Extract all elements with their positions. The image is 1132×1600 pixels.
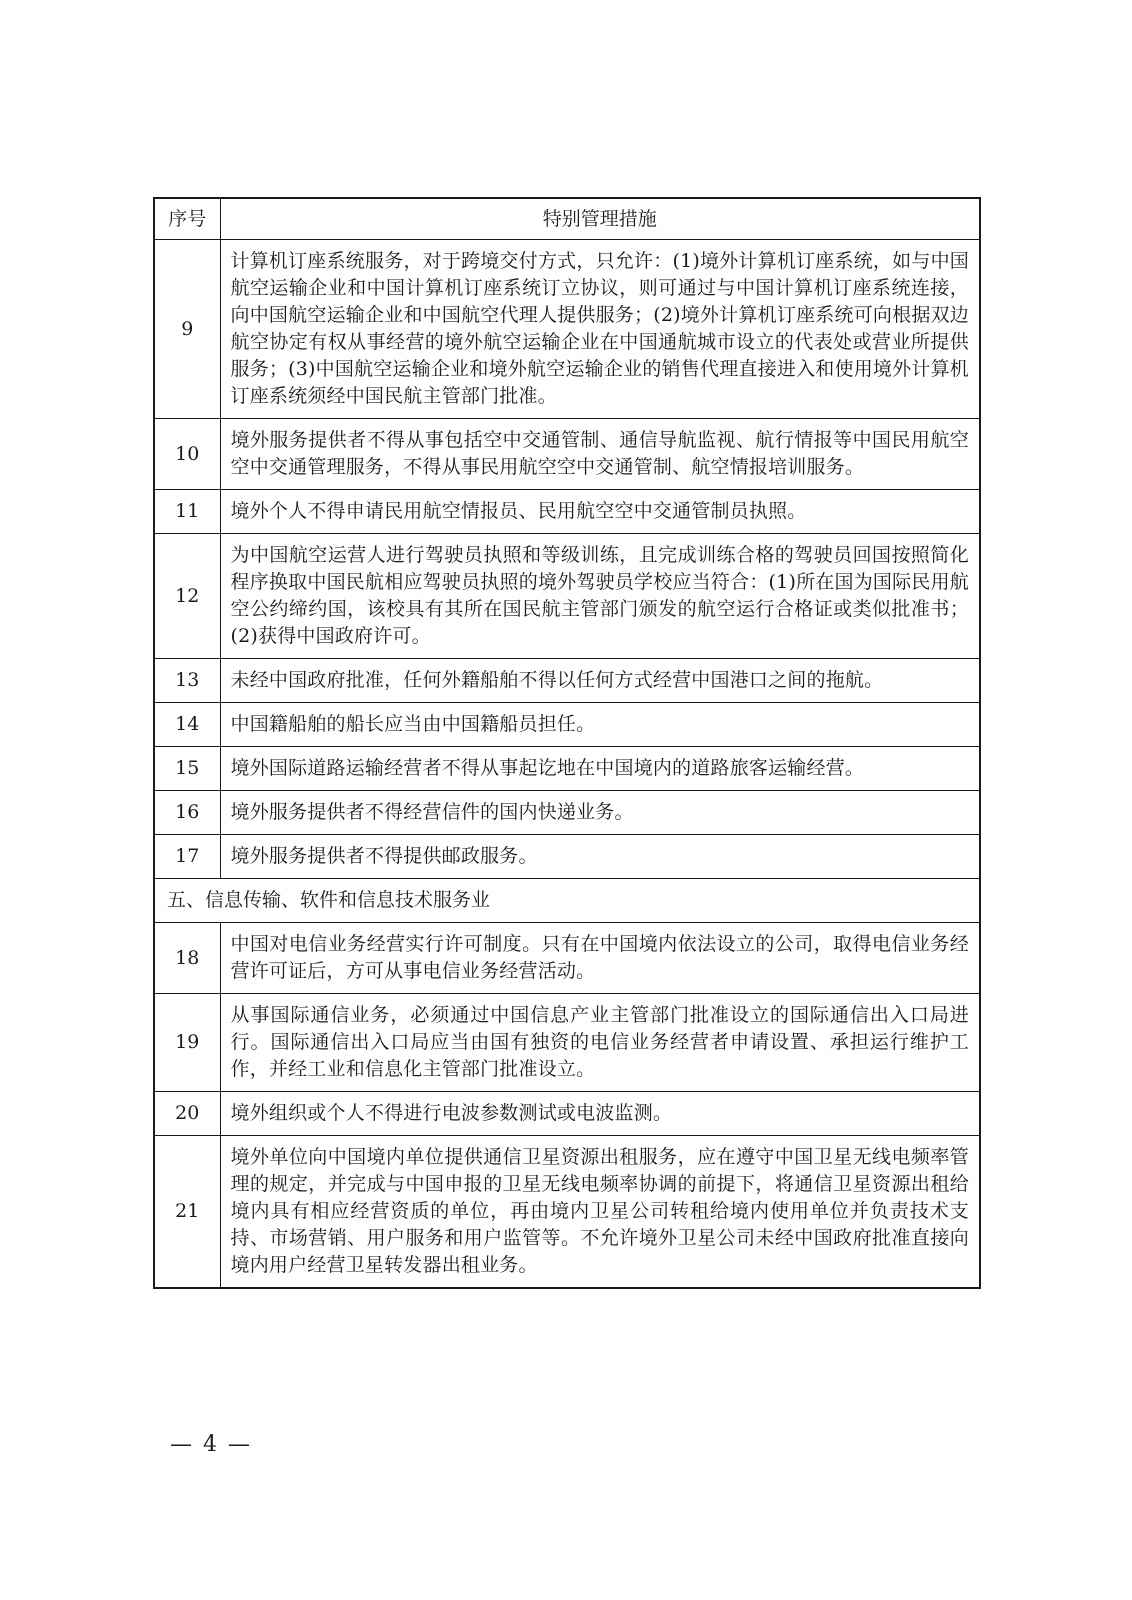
table-row bbox=[154, 1136, 980, 1289]
row-measure: 境外个人不得申请民用航空情报员、民用航空空中交通管制员执照。 bbox=[220, 490, 980, 534]
row-no: 11 bbox=[154, 490, 220, 534]
row-measure: 境外组织或个人不得进行电波参数测试或电波监测。 bbox=[220, 1092, 980, 1136]
table-row bbox=[154, 490, 980, 534]
row-measure: 境外服务提供者不得提供邮政服务。 bbox=[220, 835, 980, 879]
table-row bbox=[154, 923, 980, 994]
section-row bbox=[154, 879, 980, 923]
row-measure: 境外单位向中国境内单位提供通信卫星资源出租服务，应在遵守中国卫星无线电频率管理的规定，并完成与中国申报的卫星无线电频率协调的前提下，将通信卫星资源出租给境内具有相应经营资质的单位，再由境内卫星公司转租给境内使用单位并负责技术支持、市场营销、用户服务和用户监管等。不允许境外卫星公司未经中国政府批准直接向境内用户经营卫星转发器出租业务。 bbox=[220, 1136, 980, 1289]
row-measure: 未经中国政府批准，任何外籍船舶不得以任何方式经营中国港口之间的拖航。 bbox=[220, 659, 980, 703]
row-no: 13 bbox=[154, 659, 220, 703]
row-no: 20 bbox=[154, 1092, 220, 1136]
table-row bbox=[154, 240, 980, 419]
header-no: 序号 bbox=[154, 198, 220, 240]
table-row bbox=[154, 791, 980, 835]
row-no: 15 bbox=[154, 747, 220, 791]
table-row bbox=[154, 747, 980, 791]
row-no: 9 bbox=[154, 240, 220, 419]
table-row bbox=[154, 835, 980, 879]
row-measure: 境外服务提供者不得经营信件的国内快递业务。 bbox=[220, 791, 980, 835]
table-row bbox=[154, 659, 980, 703]
row-no: 12 bbox=[154, 534, 220, 659]
table-row bbox=[154, 1092, 980, 1136]
row-measure: 境外国际道路运输经营者不得从事起讫地在中国境内的道路旅客运输经营。 bbox=[220, 747, 980, 791]
row-measure: 境外服务提供者不得从事包括空中交通管制、通信导航监视、航行情报等中国民用航空空中交通管理服务，不得从事民用航空空中交通管制、航空情报培训服务。 bbox=[220, 419, 980, 490]
table-row bbox=[154, 419, 980, 490]
header-measure: 特别管理措施 bbox=[220, 198, 980, 240]
page-number: — 4 — bbox=[170, 1432, 252, 1457]
row-no: 19 bbox=[154, 994, 220, 1092]
table-row bbox=[154, 534, 980, 659]
row-no: 16 bbox=[154, 791, 220, 835]
table-header-row bbox=[154, 198, 980, 240]
measures-table bbox=[153, 197, 981, 1289]
table-row bbox=[154, 703, 980, 747]
row-no: 14 bbox=[154, 703, 220, 747]
row-no: 18 bbox=[154, 923, 220, 994]
row-no: 21 bbox=[154, 1136, 220, 1289]
row-measure: 为中国航空运营人进行驾驶员执照和等级训练，且完成训练合格的驾驶员回国按照简化程序换取中国民航相应驾驶员执照的境外驾驶员学校应当符合：(1)所在国为国际民用航空公约缔约国，该校具有其所在国民航主管部门颁发的航空运行合格证或类似批准书；(2)获得中国政府许可。 bbox=[220, 534, 980, 659]
table-row bbox=[154, 994, 980, 1092]
row-measure: 中国对电信业务经营实行许可制度。只有在中国境内依法设立的公司，取得电信业务经营许可证后，方可从事电信业务经营活动。 bbox=[220, 923, 980, 994]
section-heading: 五、信息传输、软件和信息技术服务业 bbox=[154, 879, 980, 923]
row-measure: 计算机订座系统服务，对于跨境交付方式，只允许：(1)境外计算机订座系统，如与中国航空运输企业和中国计算机订座系统订立协议，则可通过与中国计算机订座系统连接，向中国航空运输企业和中国航空代理人提供服务；(2)境外计算机订座系统可向根据双边航空协定有权从事经营的境外航空运输企业在中国通航城市设立的代表处或营业所提供服务；(3)中国航空运输企业和境外航空运输企业的销售代理直接进入和使用境外计算机订座系统须经中国民航主管部门批准。 bbox=[220, 240, 980, 419]
row-measure: 从事国际通信业务，必须通过中国信息产业主管部门批准设立的国际通信出入口局进行。国际通信出入口局应当由国有独资的电信业务经营者申请设置、承担运行维护工作，并经工业和信息化主管部门批准设立。 bbox=[220, 994, 980, 1092]
row-no: 10 bbox=[154, 419, 220, 490]
row-measure: 中国籍船舶的船长应当由中国籍船员担任。 bbox=[220, 703, 980, 747]
row-no: 17 bbox=[154, 835, 220, 879]
